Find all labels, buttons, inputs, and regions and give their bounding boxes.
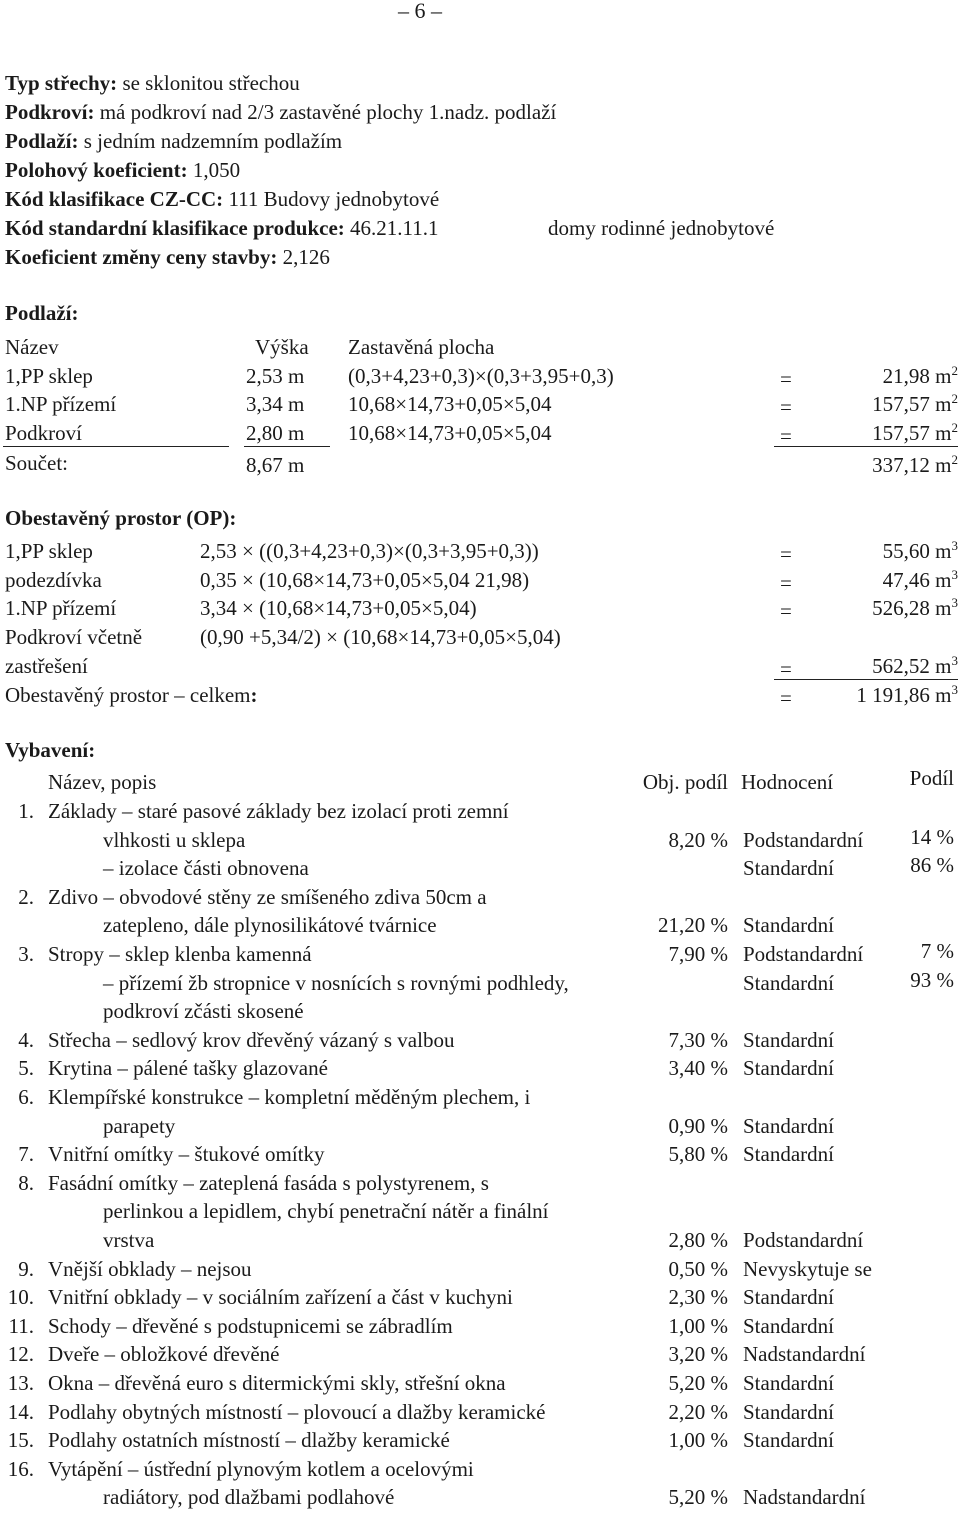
item-number: 7. — [18, 1142, 34, 1166]
item-number: 13. — [7, 1371, 34, 1395]
item-share: 8,20 % — [668, 828, 728, 852]
item-rating: Nevyskytuje se — [743, 1257, 872, 1281]
item-description: radiátory, pod dlažbami podlahové — [103, 1485, 395, 1509]
page-number: – 6 – — [398, 0, 442, 23]
header-label: Kód klasifikace CZ-CC: — [5, 187, 224, 211]
volume-name: 1.NP přízemí — [5, 596, 117, 620]
item-part: 93 % — [910, 968, 954, 992]
header-row — [5, 215, 439, 241]
floor-eq: = — [780, 367, 792, 391]
col-header-rating: Hodnocení — [741, 770, 834, 794]
volume-total-eq: = — [780, 686, 792, 710]
volume-eq: = — [780, 599, 792, 623]
header-label: Kód standardní klasifikace produkce: — [5, 216, 345, 240]
item-rating: Standardní — [743, 1142, 834, 1166]
item-share: 3,40 % — [668, 1056, 728, 1080]
volume-eq: = — [780, 571, 792, 595]
item-number: 11. — [8, 1314, 34, 1338]
item-number: 5. — [18, 1056, 34, 1080]
volume-eq: = — [780, 542, 792, 566]
item-rating: Podstandardní — [743, 828, 864, 852]
item-description: – izolace části obnovena — [103, 856, 309, 880]
item-description: podkroví zčásti skosené — [103, 999, 304, 1023]
item-rating: Standardní — [743, 1371, 834, 1395]
item-share: 2,20 % — [668, 1400, 728, 1424]
item-description: Krytina – pálené tašky glazované — [48, 1056, 328, 1080]
volume-formula: 2,53 × ((0,3+4,23+0,3)×(0,3+3,95+0,3)) — [200, 539, 539, 563]
item-number: 15. — [7, 1428, 34, 1452]
item-description: Zdivo – obvodové stěny ze smíšeného zdiva 50cm a — [48, 885, 487, 909]
floor-height: 2,80 m — [246, 421, 305, 445]
item-number: 14. — [7, 1400, 34, 1424]
item-description: vlhkosti u sklepa — [103, 828, 246, 852]
volume-total-rule — [774, 679, 958, 680]
volume-name: podezdívka — [5, 568, 102, 592]
item-part: 7 % — [920, 939, 954, 963]
item-share: 0,50 % — [668, 1257, 728, 1281]
header-row — [5, 186, 439, 212]
volume-formula: 0,35 × (10,68×14,73+0,05×5,04 21,98) — [200, 568, 530, 592]
item-share: 7,90 % — [668, 942, 728, 966]
floor-result: 157,57 $m^2$ — [872, 420, 958, 445]
floor-name: 1.NP přízemí — [5, 392, 117, 416]
volume-name: zastřešení — [5, 654, 88, 678]
floor-eq: = — [780, 395, 792, 419]
item-description: zatepleno, dále plynosilikátové tvárnice — [103, 913, 437, 937]
item-rating: Standardní — [743, 1400, 834, 1424]
item-number: 12. — [7, 1342, 34, 1366]
col-header-share: Obj. podíl — [642, 770, 728, 794]
header-row — [5, 99, 556, 125]
item-description: perlinkou a lepidlem, chybí penetrační nátěr a finální — [103, 1199, 549, 1223]
volume-result: 562,52 $m^3$ — [872, 653, 958, 678]
item-number: 8. — [18, 1171, 34, 1195]
col-header-height: Výška — [255, 335, 309, 359]
sum-rule-result — [774, 446, 958, 447]
header-value: s jedním nadzemním podlažím — [83, 129, 343, 153]
item-rating: Standardní — [743, 971, 834, 995]
item-number: 9. — [18, 1257, 34, 1281]
item-description: – přízemí žb stropnice v nosnících s rovnými podhledy, — [103, 971, 569, 995]
item-rating: Standardní — [743, 1314, 834, 1338]
item-description: Vnitřní omítky – štukové omítky — [48, 1142, 325, 1166]
item-number: 16. — [7, 1457, 34, 1481]
header-label: Polohový koeficient: — [5, 158, 188, 182]
item-description: Podlahy ostatních místností – dlažby keramické — [48, 1428, 450, 1452]
item-number: 6. — [18, 1085, 34, 1109]
volume-name: 1,PP sklep — [5, 539, 93, 563]
item-rating: Standardní — [743, 1114, 834, 1138]
floor-name: Podkroví — [5, 421, 83, 445]
floor-height: 3,34 m — [246, 392, 305, 416]
item-description: Vytápění – ústřední plynovým kotlem a ocelovými — [48, 1457, 474, 1481]
item-rating: Nadstandardní — [743, 1485, 866, 1509]
item-description: Vnitřní obklady – v sociálním zařízení a část v kuchyni — [48, 1285, 513, 1309]
item-description: Střecha – sedlový krov dřevěný vázaný s valbou — [48, 1028, 455, 1052]
header-value: 46.21.11.1 — [350, 216, 439, 240]
item-description: vrstva — [103, 1228, 155, 1252]
volume-formula: (0,90 +5,34/2) × (10,68×14,73+0,05×5,04) — [200, 625, 561, 649]
item-description: parapety — [103, 1114, 176, 1138]
header-label: Koeficient změny ceny stavby: — [5, 245, 278, 269]
item-share: 2,80 % — [668, 1228, 728, 1252]
sum-rule-height — [244, 446, 330, 447]
sum-rule-left — [3, 446, 229, 447]
item-rating: Standardní — [743, 913, 834, 937]
floors-heading: Podlaží: — [5, 301, 79, 325]
item-description: Fasádní omítky – zateplená fasáda s polystyrenem, s — [48, 1171, 489, 1195]
item-rating: Nadstandardní — [743, 1342, 866, 1366]
header-label: Podkroví: — [5, 100, 95, 124]
floor-name: 1,PP sklep — [5, 364, 93, 388]
item-number: 2. — [18, 885, 34, 909]
header-label: Podlaží: — [5, 129, 79, 153]
volume-total-result: 1 191,86 $m^3$ — [856, 682, 958, 707]
volume-total-label: Obestavěný prostor – celkem: — [5, 683, 258, 707]
item-description: Stropy – sklep klenba kamenná — [48, 942, 312, 966]
col-header-description: Název, popis — [48, 770, 157, 794]
floor-formula: 10,68×14,73+0,05×5,04 — [348, 421, 552, 445]
item-rating: Podstandardní — [743, 1228, 864, 1252]
item-rating: Standardní — [743, 1428, 834, 1452]
item-share: 5,80 % — [668, 1142, 728, 1166]
floor-sum-result: 337,12 $m^2$ — [872, 452, 958, 477]
item-share: 1,00 % — [668, 1428, 728, 1452]
header-row — [5, 128, 342, 154]
floor-result: 21,98 $m^2$ — [882, 363, 958, 388]
volume-eq: = — [780, 657, 792, 681]
item-share: 21,20 % — [658, 913, 728, 937]
item-share: 3,20 % — [668, 1342, 728, 1366]
item-rating: Podstandardní — [743, 942, 864, 966]
floor-result: 157,57 $m^2$ — [872, 391, 958, 416]
header-label: Typ střechy: — [5, 71, 118, 95]
item-number: 1. — [18, 799, 34, 823]
item-description: Okna – dřevěná euro s ditermickými skly, střešní okna — [48, 1371, 506, 1395]
header-extra: domy rodinné jednobytové — [548, 216, 775, 240]
header-value: 1,050 — [192, 158, 241, 182]
floor-formula: (0,3+4,23+0,3)×(0,3+3,95+0,3) — [348, 364, 614, 388]
item-rating: Standardní — [743, 1056, 834, 1080]
item-rating: Standardní — [743, 1285, 834, 1309]
item-share: 7,30 % — [668, 1028, 728, 1052]
floor-sum-height: 8,67 m — [246, 453, 305, 477]
item-share: 0,90 % — [668, 1114, 728, 1138]
item-rating: Standardní — [743, 856, 834, 880]
volume-result: 47,46 $m^3$ — [882, 567, 958, 592]
item-description: Schody – dřevěné s podstupnicemi se zábradlím — [48, 1314, 453, 1338]
item-description: Vnější obklady – nejsou — [48, 1257, 252, 1281]
item-number: 4. — [18, 1028, 34, 1052]
item-description: Dveře – obložkové dřevěné — [48, 1342, 280, 1366]
equipment-heading: Vybavení: — [5, 738, 96, 762]
item-number: 10. — [7, 1285, 34, 1309]
col-header-area: Zastavěná plocha — [348, 335, 495, 359]
header-value: se sklonitou střechou — [122, 71, 300, 95]
item-number: 3. — [18, 942, 34, 966]
item-description: Klempířské konstrukce – kompletní měděným plechem, i — [48, 1085, 531, 1109]
header-value: má podkroví nad 2/3 zastavěné plochy 1.nadz. podlaží — [99, 100, 557, 124]
floor-eq: = — [780, 424, 792, 448]
item-part: 86 % — [910, 853, 954, 877]
col-header-name: Název — [5, 335, 59, 359]
item-description: Podlahy obytných místností – plovoucí a dlažby keramické — [48, 1400, 546, 1424]
volume-result: 526,28 $m^3$ — [872, 595, 958, 620]
header-value: 2,126 — [282, 245, 330, 269]
volume-heading: Obestavěný prostor (OP): — [5, 506, 237, 530]
item-share: 5,20 % — [668, 1371, 728, 1395]
item-share: 2,30 % — [668, 1285, 728, 1309]
header-value: 111 Budovy jednobytové — [228, 187, 440, 211]
header-row — [5, 157, 240, 183]
floor-height: 2,53 m — [246, 364, 305, 388]
volume-name: Podkroví včetně — [5, 625, 143, 649]
floor-formula: 10,68×14,73+0,05×5,04 — [348, 392, 552, 416]
item-description: Základy – staré pasové základy bez izolací proti zemní — [48, 799, 509, 823]
item-share: 1,00 % — [668, 1314, 728, 1338]
header-row — [5, 244, 330, 270]
item-share: 5,20 % — [668, 1485, 728, 1509]
item-part: 14 % — [910, 825, 954, 849]
col-header-part: Podíl — [909, 766, 954, 790]
header-row — [5, 70, 300, 96]
volume-result: 55,60 $m^3$ — [882, 538, 958, 563]
item-rating: Standardní — [743, 1028, 834, 1052]
volume-formula: 3,34 × (10,68×14,73+0,05×5,04) — [200, 596, 477, 620]
floor-sum-label: Součet: — [5, 451, 68, 475]
